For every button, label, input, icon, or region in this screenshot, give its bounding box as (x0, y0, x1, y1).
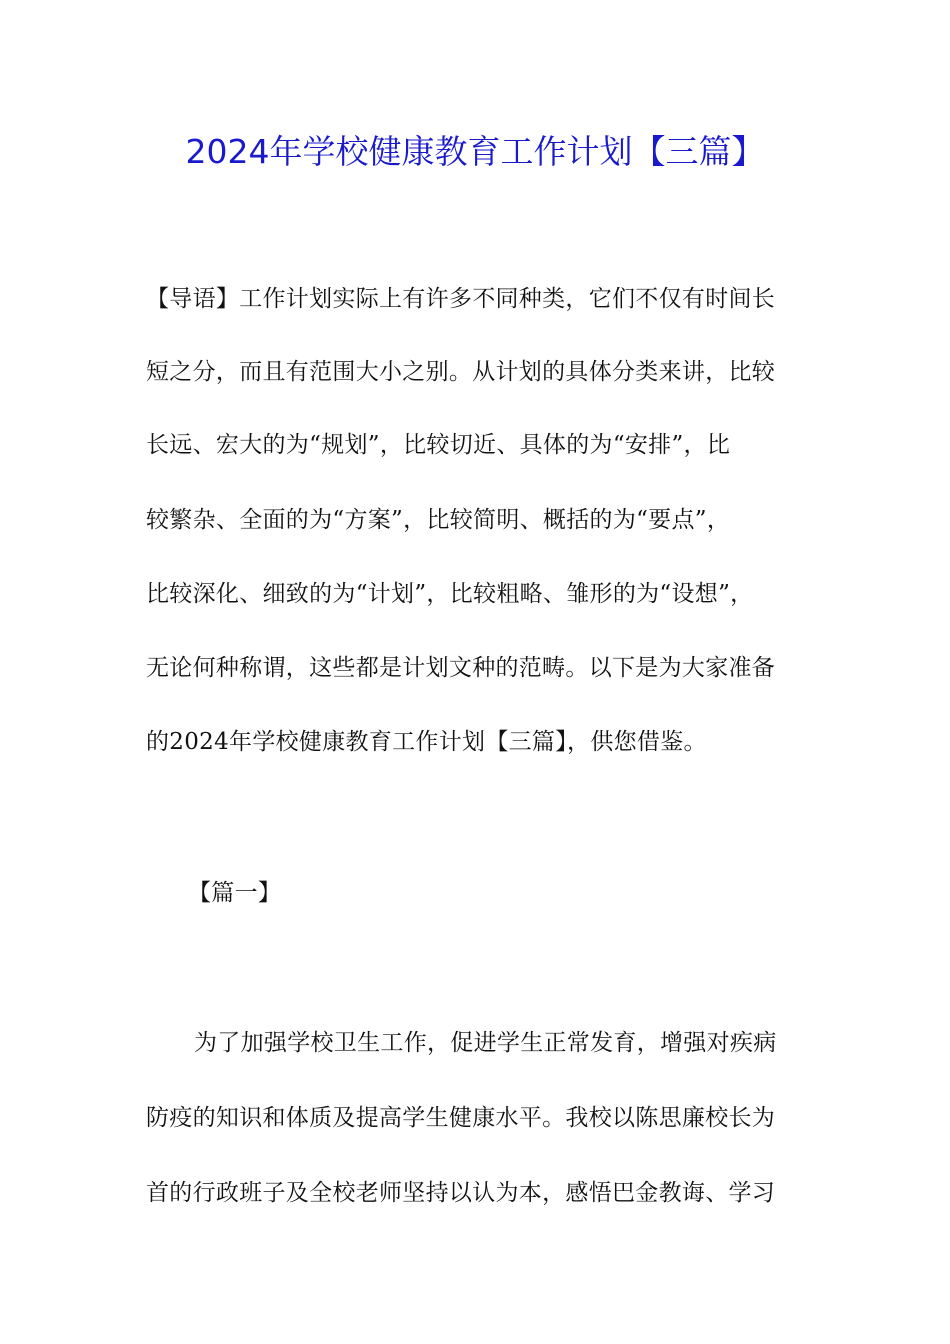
intro-line-3: 长远、宏大的为“规划”，比较切近、具体的为“安排”，比 (146, 432, 731, 458)
intro-line-5: 比较深化、细致的为“计划”，比较粗略、雏形的为“设想”， (146, 581, 754, 607)
document-title: 2024年学校健康教育工作计划【三篇】 (185, 132, 765, 171)
intro-line-1: 【导语】工作计划实际上有许多不同种类，它们不仅有时间长 (146, 286, 776, 312)
section-heading: 【篇一】 (188, 880, 282, 906)
intro-line-2: 短之分，而且有范围大小之别。从计划的具体分类来讲，比较 (146, 359, 776, 385)
body-line-3: 首的行政班子及全校老师坚持以认为本，感悟巴金教诲、学习 (146, 1180, 776, 1206)
intro-line-6: 无论何种称谓，这些都是计划文种的范畴。以下是为大家准备 (146, 655, 776, 681)
body-line-2: 防疫的知识和体质及提高学生健康水平。我校以陈思廉校长为 (146, 1105, 776, 1131)
intro-line-7: 的2024年学校健康教育工作计划【三篇】，供您借鉴。 (146, 729, 707, 755)
intro-line-4: 较繁杂、全面的为“方案”，比较简明、概括的为“要点”， (146, 507, 731, 533)
body-line-1: 为了加强学校卫生工作，促进学生正常发育，增强对疾病 (194, 1030, 777, 1056)
